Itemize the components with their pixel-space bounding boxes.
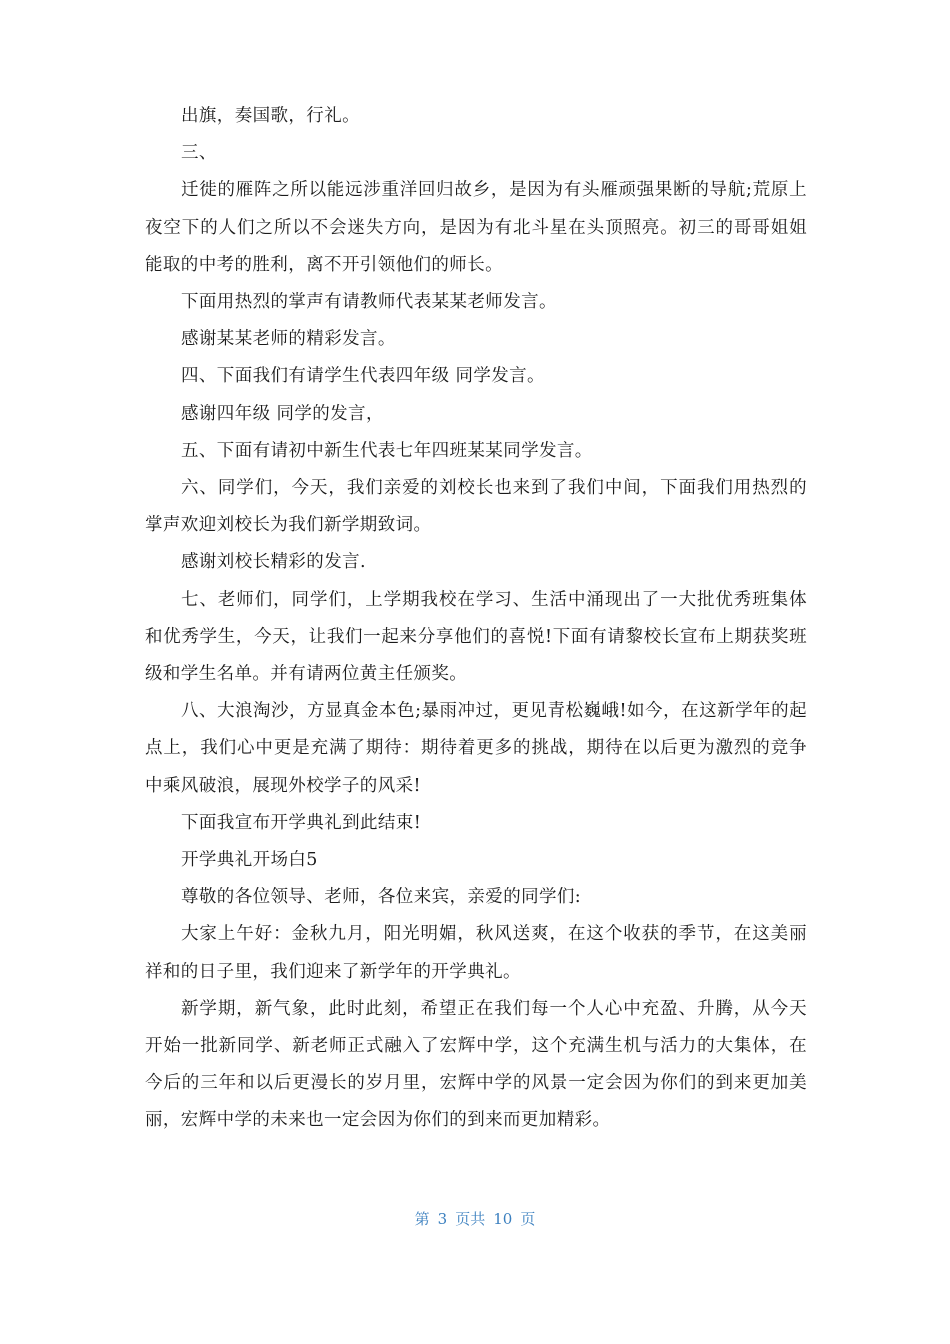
paragraph: 八、大浪淘沙，方显真金本色;暴雨冲过，更见青松巍峨!如今，在这新学年的起点上，我们心中更是充满了期待：期待着更多的挑战，期待在以后更为激烈的竞争中乘风破浪，展现外校学子的风采! [145,701,807,796]
paragraph: 七、老师们，同学们，上学期我校在学习、生活中涌现出了一大批优秀班集体和优秀学生，今天，让我们一起来分享他们的喜悦!下面有请黎校长宣布上期获奖班级和学生名单。并有请两位黄主任颁奖。 [145,589,807,685]
paragraph: 大家上午好：金秋九月，阳光明媚，秋风送爽，在这个收获的季节，在这美丽祥和的日子里，我们迎来了新学年的开学典礼。 [145,924,807,982]
total-page-number: 10 [493,1210,513,1228]
paragraph: 出旗，奏国歌，行礼。 [181,106,360,126]
paragraph: 三、 [181,143,217,164]
paragraph: 感谢某某老师的精彩发言。 [181,329,396,350]
paragraph: 新学期，新气象，此时此刻，希望正在我们每一个人心中充盈、升腾，从今天开始一批新同学、新老师正式融入了宏辉中学，这个充满生机与活力的大集体，在今后的三年和以后更漫长的岁月里，宏辉中学的风景一定会因为你们的到来更加美丽，宏辉中学的未来也一定会因为你们的到来而更加精彩。 [145,998,807,1131]
paragraph: 下面我宣布开学典礼到此结束! [181,812,422,833]
page-label-prefix: 第 [414,1210,430,1228]
section-heading: 开学典礼开场白5 [181,850,318,871]
page-label-suffix: 页 [520,1210,536,1228]
paragraph: 感谢四年级 同学的发言， [181,403,384,424]
paragraph: 尊敬的各位领导、老师，各位来宾，亲爱的同学们: [181,887,582,908]
paragraph: 六、同学们，今天，我们亲爱的刘校长也来到了我们中间，下面我们用热烈的掌声欢迎刘校长为我们新学期致词。 [145,478,807,536]
current-page-number: 3 [437,1210,448,1228]
paragraph: 迁徙的雁阵之所以能远涉重洋回归故乡，是因为有头雁顽强果断的导航;荒原上夜空下的人们之所以不会迷失方向，是因为有北斗星在头顶照亮。初三的哥哥姐姐能取的中考的胜利，离不开引领他们的师长。 [145,180,807,275]
document-body [145,98,807,1140]
paragraph: 五、下面有请初中新生代表七年四班某某同学发言。 [181,440,593,461]
paragraph: 下面用热烈的掌声有请教师代表某某老师发言。 [181,292,557,313]
page-footer [0,1208,950,1229]
paragraph: 四、下面我们有请学生代表四年级 同学发言。 [181,366,545,387]
paragraph: 感谢刘校长精彩的发言. [181,552,366,573]
page-label-mid: 页共 [455,1210,486,1228]
